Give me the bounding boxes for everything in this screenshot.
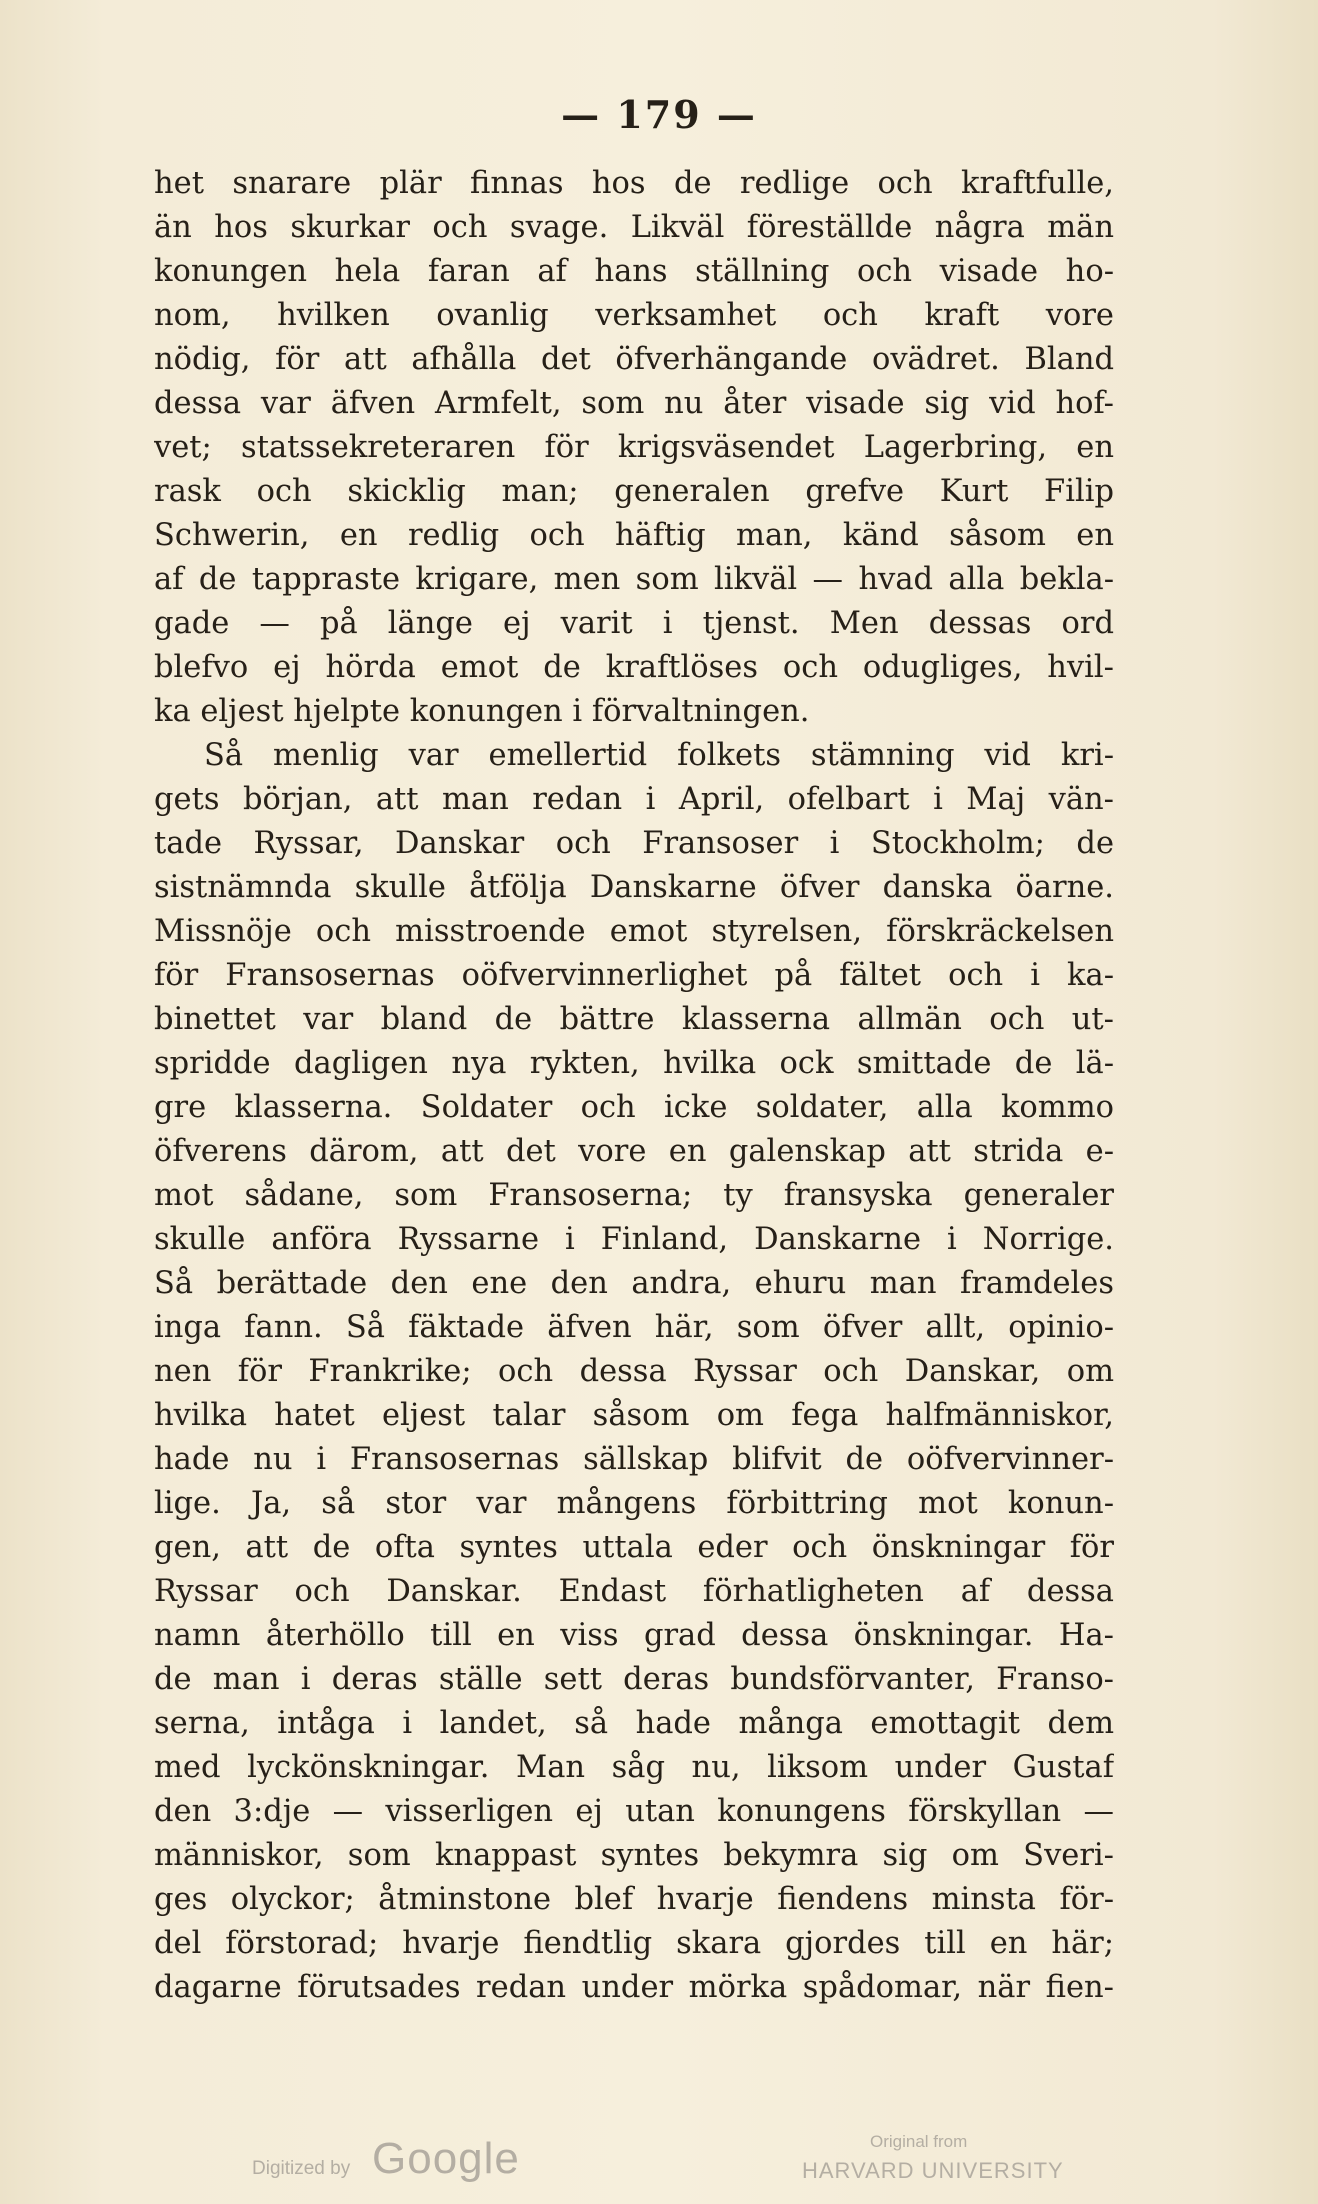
text-line: het snarare plär finnas hos de redlige och kraftfulle,	[154, 166, 1114, 201]
digitized-by-label: Digitized by	[252, 2158, 351, 2179]
text-line: nom, hvilken ovanlig verksamhet och kraft vore	[154, 298, 1114, 333]
paragraph-end-line: ka eljest hjelpte konungen i förvaltningen.	[154, 694, 810, 729]
text-line: konungen hela faran af hans ställning och visade ho-	[154, 254, 1114, 289]
text-line: gen, att de ofta syntes uttala eder och önskningar för	[154, 1530, 1114, 1565]
text-line: Schwerin, en redlig och häftig man, känd såsom en	[154, 518, 1114, 553]
text-line: hvilka hatet eljest talar såsom om fega halfmänniskor,	[154, 1398, 1114, 1433]
text-line: blefvo ej hörda emot de kraftlöses och odugliges, hvil-	[154, 650, 1114, 685]
text-line: tade Ryssar, Danskar och Fransoser i Stockholm; de	[154, 826, 1114, 861]
text-line: för Fransosernas oöfvervinnerlighet på fältet och i ka-	[154, 958, 1114, 993]
text-line: af de tappraste krigare, men som likväl — hvad alla bekla-	[154, 562, 1114, 597]
text-line: hade nu i Fransosernas sällskap blifvit de oöfvervinner-	[154, 1442, 1114, 1477]
text-line: gre klasserna. Soldater och icke soldater, alla kommo	[154, 1090, 1114, 1125]
text-line: dessa var äfven Armfelt, som nu åter visade sig vid hof-	[154, 386, 1114, 421]
text-line: de man i deras ställe sett deras bundsförvanter, Franso-	[154, 1662, 1114, 1697]
text-line: binettet var bland de bättre klasserna allmän och ut-	[154, 1002, 1114, 1037]
text-line: Missnöje och misstroende emot styrelsen, förskräckelsen	[154, 914, 1114, 949]
text-line: skulle anföra Ryssarne i Finland, Danskarne i Norrige.	[154, 1222, 1114, 1257]
text-line: den 3:dje — visserligen ej utan konungens förskyllan —	[154, 1794, 1114, 1829]
text-line: vet; statssekreteraren för krigsväsendet Lagerbring, en	[154, 430, 1114, 465]
text-line: mot sådane, som Fransoserna; ty fransyska generaler	[154, 1178, 1114, 1213]
text-line: gets början, att man redan i April, ofelbart i Maj vän-	[154, 782, 1114, 817]
text-line: Så berättade den ene den andra, ehuru man framdeles	[154, 1266, 1114, 1301]
text-line: nen för Frankrike; och dessa Ryssar och Danskar, om	[154, 1354, 1114, 1389]
text-line: lige. Ja, så stor var mångens förbittring mot konun-	[154, 1486, 1114, 1521]
text-line: sistnämnda skulle åtfölja Danskarne öfver danska öarne.	[154, 870, 1114, 905]
page-number-header: — 179 —	[561, 92, 757, 137]
text-line: människor, som knappast syntes bekymra sig om Sveri-	[154, 1838, 1114, 1873]
google-logo: Google	[372, 2134, 520, 2183]
text-line: ges olyckor; åtminstone blef hvarje fiendens minsta för-	[154, 1882, 1114, 1917]
text-line: öfverens därom, att det vore en galenskap att strida e-	[154, 1134, 1114, 1169]
text-line: del förstorad; hvarje fiendtlig skara gjordes till en här;	[154, 1926, 1114, 1961]
institution-label: HARVARD UNIVERSITY	[802, 2158, 1064, 2183]
text-line: serna, intåga i landet, så hade många emottagit dem	[154, 1706, 1114, 1741]
text-line: namn återhöllo till en viss grad dessa önskningar. Ha-	[154, 1618, 1114, 1653]
scan-watermark-footer	[0, 2130, 1318, 2190]
text-line: än hos skurkar och svage. Likväl föreställde några män	[154, 210, 1114, 245]
original-from-label: Original from	[870, 2132, 968, 2151]
text-line: inga fann. Så fäktade äfven här, som öfver allt, opinio-	[154, 1310, 1114, 1345]
body-text	[154, 162, 1114, 2010]
paragraph-start-line: Så menlig var emellertid folkets stämning vid kri-	[204, 738, 1114, 773]
text-line: gade — på länge ej varit i tjenst. Men dessas ord	[154, 606, 1114, 641]
text-line: dagarne förutsades redan under mörka spådomar, när fien-	[154, 1970, 1114, 2005]
text-line: spridde dagligen nya rykten, hvilka ock smittade de lä-	[154, 1046, 1114, 1081]
text-line: Ryssar och Danskar. Endast förhatligheten af dessa	[154, 1574, 1114, 1609]
text-line: med lyckönskningar. Man såg nu, liksom under Gustaf	[154, 1750, 1114, 1785]
text-line: rask och skicklig man; generalen grefve Kurt Filip	[154, 474, 1114, 509]
text-line: nödig, för att afhålla det öfverhängande ovädret. Bland	[154, 342, 1114, 377]
